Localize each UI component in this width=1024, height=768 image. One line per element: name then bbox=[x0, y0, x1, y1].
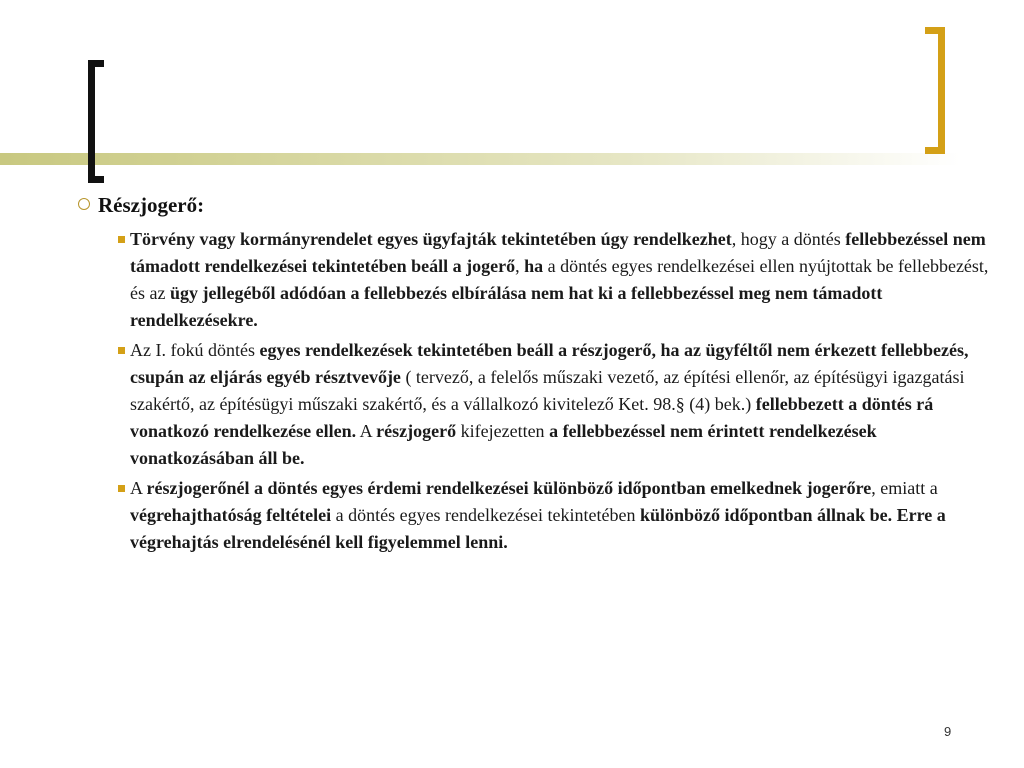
item3-text: különböző időpontban állnak be. Erre a végrehajtás elrendelésénél kell figyelemmel lenni. bbox=[130, 505, 946, 552]
circle-bullet-icon bbox=[78, 198, 90, 210]
item2-text: A bbox=[356, 421, 377, 441]
list-item-2 bbox=[118, 337, 990, 472]
bullet-list bbox=[118, 226, 990, 559]
item1-text: Törvény vagy kormányrendelet egyes ügyfajták tekintetében úgy rendelkezhet bbox=[130, 229, 732, 249]
item2-text: egyes rendelkezések tekintetében beáll a részjogerő, ha az ügyféltől nem érkezett fellebbezés, csupán az eljárás egyéb résztvevője bbox=[130, 340, 969, 387]
item2-text: ( tervező, a felelős műszaki vezető, az építési ellenőr, az építésügyi igazgatási szakértő, az építésügyi műszaki szakértő, és a vállalkozó kivitelező Ket. 98.§ (4) bek.) bbox=[130, 367, 965, 414]
item1-text: a döntés egyes rendelkezései ellen nyújtottak be fellebbezést, és az bbox=[130, 256, 989, 303]
item3-text: részjogerőnél a döntés egyes érdemi rendelkezései különböző időpontban emelkednek jogerőre bbox=[146, 478, 872, 498]
square-bullet-icon bbox=[118, 236, 125, 243]
item3-text: a döntés egyes rendelkezései tekintetében bbox=[331, 505, 640, 525]
item2-text: kifejezetten bbox=[456, 421, 550, 441]
item2-text: fellebbezett a döntés rá vonatkozó rendelkezése ellen. bbox=[130, 394, 934, 441]
item1-text: fellebbezéssel nem támadott rendelkezései tekintetében beáll a jogerő bbox=[130, 229, 986, 276]
square-bullet-icon bbox=[118, 347, 125, 354]
item2-text: a fellebbezéssel nem érintett rendelkezések vonatkozásában áll be. bbox=[130, 421, 877, 468]
item1-text: , hogy a döntés bbox=[731, 229, 846, 249]
heading-text: Részjogerő: bbox=[98, 193, 205, 217]
page-number: 9 bbox=[944, 724, 952, 739]
decorative-band bbox=[0, 153, 960, 165]
item3-text: A bbox=[130, 478, 147, 498]
item3-text: végrehajthatóság feltételei bbox=[130, 505, 332, 525]
list-item-1 bbox=[118, 226, 990, 334]
item3-text: , emiatt a bbox=[871, 478, 938, 498]
list-item-3 bbox=[118, 475, 990, 556]
item2-text: Az I. fokú döntés bbox=[130, 340, 260, 360]
item1-text: ügy jellegéből adódóan a fellebbezés elbírálása nem hat ki a fellebbezéssel meg nem támadott rendelkezésekre. bbox=[130, 283, 883, 330]
square-bullet-icon bbox=[118, 485, 125, 492]
item1-text: ha bbox=[524, 256, 544, 276]
right-bracket-decoration bbox=[925, 27, 945, 154]
section-heading bbox=[78, 193, 204, 218]
item1-text: , bbox=[515, 256, 525, 276]
left-bracket-decoration bbox=[88, 60, 104, 183]
item2-text: részjogerő bbox=[376, 421, 457, 441]
